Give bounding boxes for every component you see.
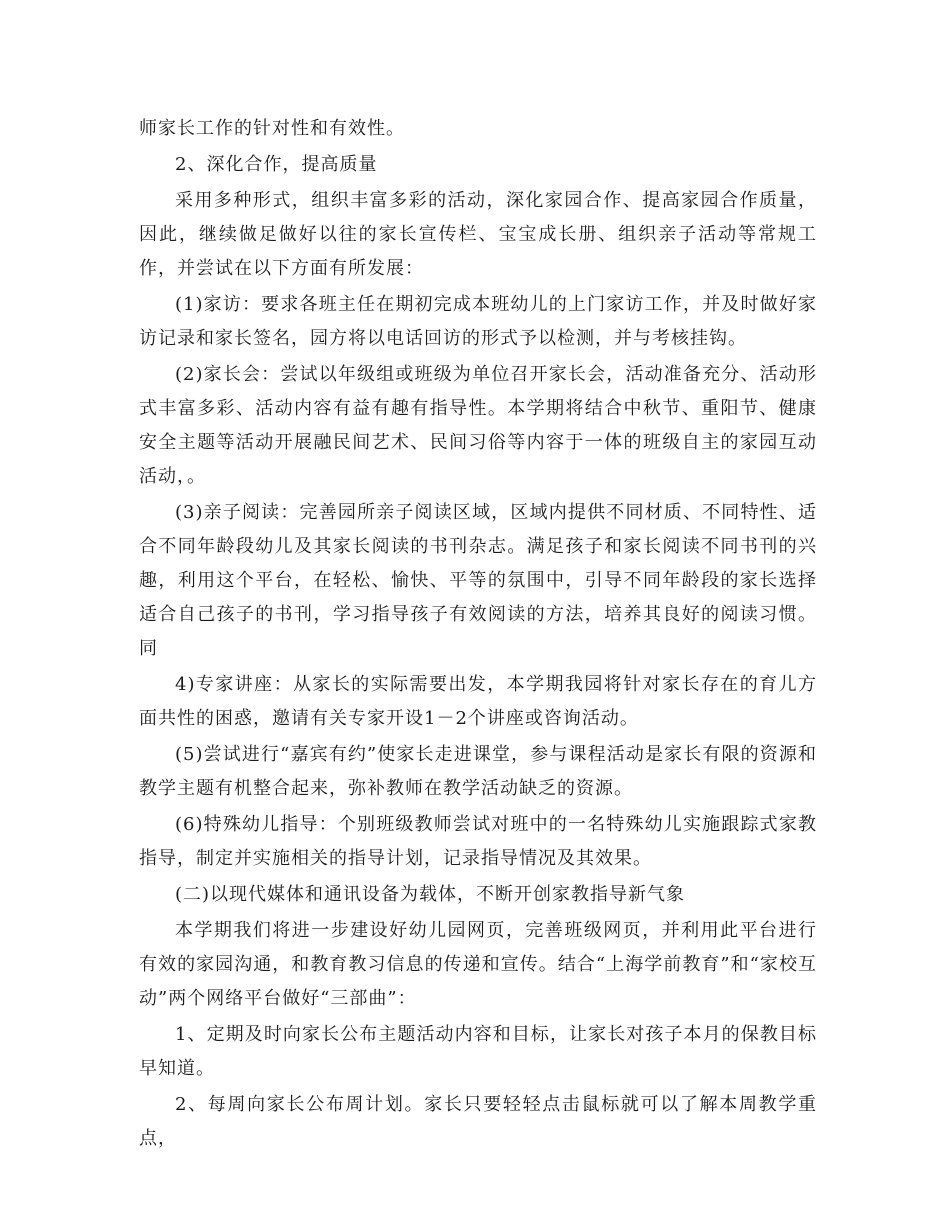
paragraph-step-two: 2、每周向家长公布周计划。家长只要轻轻点击鼠标就可以了解本周教学重点，: [139, 1094, 817, 1149]
document-body: [139, 112, 817, 1158]
section-heading-deepen-cooperation: 2、深化合作，提高质量: [175, 154, 378, 175]
paragraph-expert-lecture: 4)专家讲座：从家长的实际需要出发，本学期我园将针对家长存在的育儿方面共性的困惑，邀请有关专家开设1－2个讲座或咨询活动。: [139, 674, 817, 729]
section-heading-modern-media: (二)以现代媒体和通讯设备为载体，不断开创家教指导新气象: [175, 884, 686, 905]
paragraph-parent-child-reading: (3)亲子阅读：完善园所亲子阅读区域，区域内提供不同材质、不同特性、适合不同年龄段幼儿及其家长阅读的书刊杂志。满足孩子和家长阅读不同书刊的兴趣，利用这个平台，在轻松、愉快、平等的氛围中，引导不同年龄段的家长选择适合自己孩子的书刊，学习指导孩子有效阅读的方法，培养其良好的阅读习惯。同: [139, 502, 817, 659]
paragraph-guest-appointment: (5)尝试进行“嘉宾有约”使家长走进课堂，参与课程活动是家长有限的资源和教学主题有机整合起来，弥补教师在教学活动缺乏的资源。: [139, 744, 817, 799]
paragraph-home-visit: (1)家访：要求各班主任在期初完成本班幼儿的上门家访工作，并及时做好家访记录和家长签名，园方将以电话回访的形式予以检测，并与考核挂钩。: [139, 294, 817, 349]
paragraph-continuation: 师家长工作的针对性和有效性。: [139, 118, 405, 139]
paragraph-website-building: 本学期我们将进一步建设好幼儿园网页，完善班级网页，并利用此平台进行有效的家园沟通，和教育教习信息的传递和宣传。结合“上海学前教育”和“家校互动”两个网络平台做好“三部曲”：: [139, 920, 817, 1009]
paragraph-forms-of-activity: 采用多种形式，组织丰富多彩的活动，深化家园合作、提高家园合作质量，因此，继续做足做好以往的家长宣传栏、宝宝成长册、组织亲子活动等常规工作，并尝试在以下方面有所发展：: [139, 190, 817, 279]
paragraph-parent-meeting: (2)家长会：尝试以年级组或班级为单位召开家长会，活动准备充分、活动形式丰富多彩、活动内容有益有趣有指导性。本学期将结合中秋节、重阳节、健康安全主题等活动开展融民间艺术、民间习俗等内容于一体的班级自主的家园互动活动，。: [139, 364, 817, 487]
paragraph-step-one: 1、定期及时向家长公布主题活动内容和目标，让家长对孩子本月的保教目标早知道。: [139, 1024, 817, 1079]
paragraph-special-child-guidance: (6)特殊幼儿指导：个别班级教师尝试对班中的一名特殊幼儿实施跟踪式家教指导，制定并实施相关的指导计划，记录指导情况及其效果。: [139, 814, 817, 869]
